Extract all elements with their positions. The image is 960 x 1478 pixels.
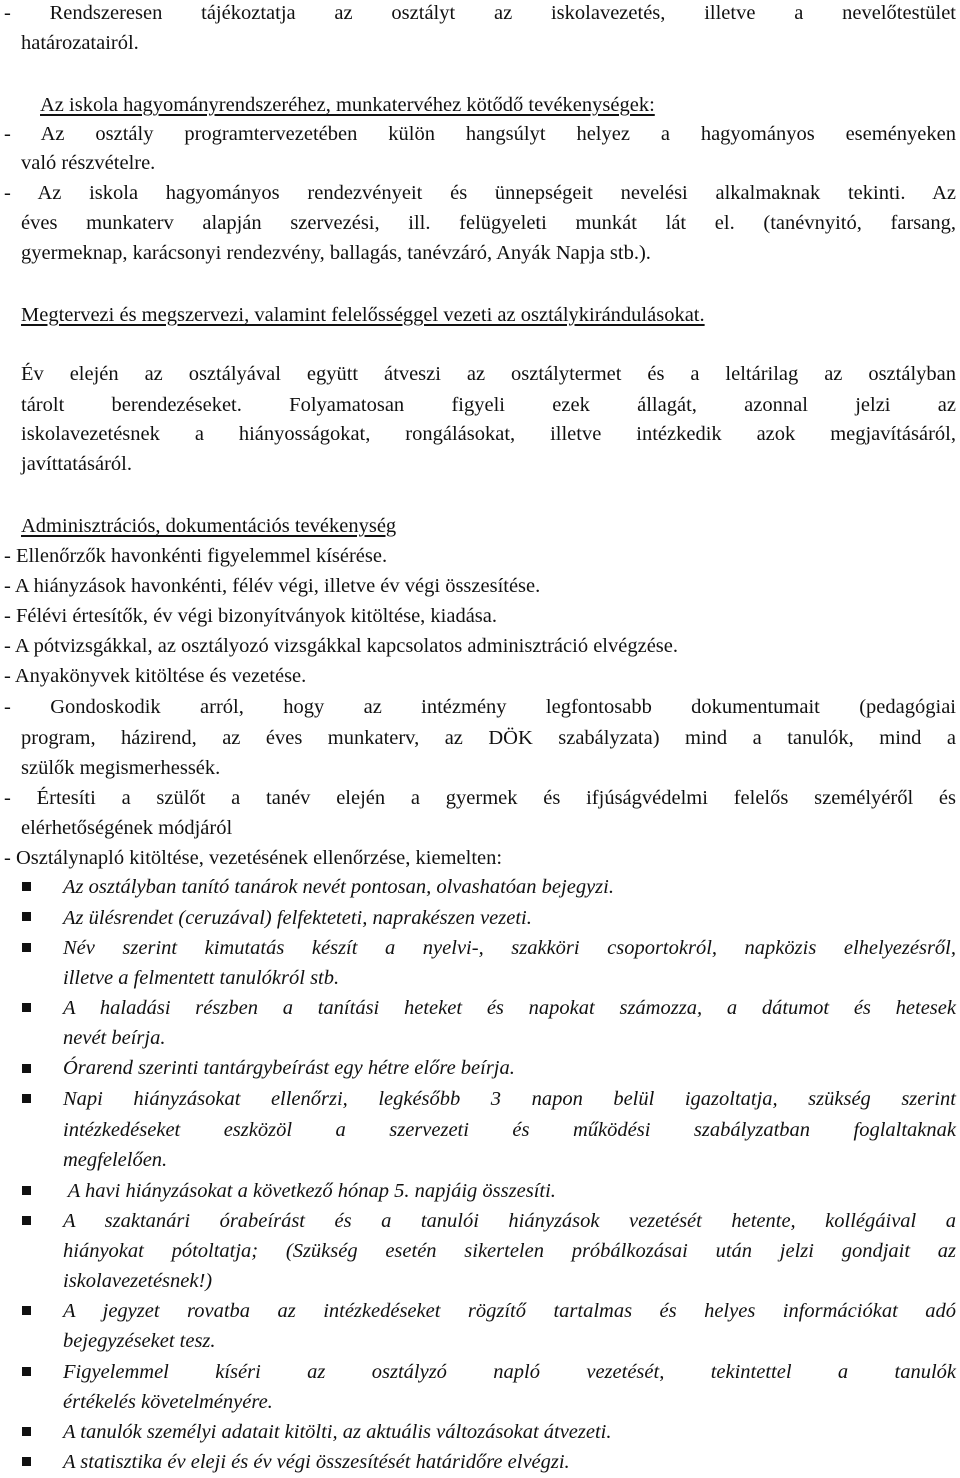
- text-line: - Az iskola hagyományos rendezvényeit és ünnepségeit nevelési alkalmaknak tekinti. Az: [4, 182, 956, 204]
- bullet-item-continuation: megfelelően.: [63, 1149, 168, 1171]
- square-bullet-icon: [22, 943, 31, 952]
- list-item: - A pótvizsgákkal, az osztályozó vizsgákkal kapcsolatos adminisztráció elvégzése.: [4, 635, 678, 657]
- list-item: - Osztálynapló kitöltése, vezetésének ellenőrzése, kiemelten:: [4, 847, 503, 869]
- list-item-continuation: program, házirend, az éves munkaterv, az DÖK szabályzata) mind a tanulók, mind a: [21, 727, 956, 749]
- bullet-item: A haladási részben a tanítási heteket és napokat számozza, a dátumot és hetesek: [63, 997, 956, 1019]
- text-line: határozatairól.: [21, 32, 139, 54]
- bullet-item-continuation: iskolavezetésnek!): [63, 1270, 213, 1292]
- bullet-item: A tanulók személyi adatait kitölti, az aktuális változásokat átvezeti.: [63, 1421, 612, 1443]
- list-item: - Gondoskodik arról, hogy az intézmény legfontosabb dokumentumait (pedagógiai: [4, 696, 956, 718]
- bullet-item: Figyelemmel kíséri az osztályzó napló vezetését, tekintettel a tanulók: [63, 1361, 956, 1383]
- paragraph-line: iskolavezetésnek a hiányosságokat, rongálásokat, illetve intézkedik azok megjavításáról,: [21, 423, 956, 445]
- bullet-item-continuation: intézkedéseket eszközöl a szervezeti és működési szabályzatban foglaltaknak: [63, 1119, 956, 1141]
- square-bullet-icon: [22, 1186, 31, 1195]
- paragraph-line: Év elején az osztályával együtt átveszi az osztálytermet és a leltárilag az osztályban: [21, 363, 956, 385]
- list-item-continuation: szülők megismerhessék.: [21, 757, 221, 779]
- square-bullet-icon: [22, 1094, 31, 1103]
- square-bullet-icon: [22, 1003, 31, 1012]
- bullet-item-continuation: bejegyzéseket tesz.: [63, 1330, 216, 1352]
- bullet-item-continuation: hiányokat pótoltatja; (Szükség esetén sikertelen próbálkozásai után jelzi gondjait az: [63, 1240, 956, 1262]
- square-bullet-icon: [22, 1457, 31, 1466]
- bullet-item: Név szerint kimutatás készít a nyelvi-, szakköri csoportokról, napközis elhelyezésről,: [63, 937, 956, 959]
- paragraph-line: tárolt berendezéseket. Folyamatosan figyeli ezek állagát, azonnal jelzi az: [21, 394, 956, 416]
- paragraph-line: javíttatásáról.: [21, 453, 132, 475]
- text-line: való részvételre.: [21, 152, 156, 174]
- bullet-item: A jegyzet rovatba az intézkedéseket rögzítő tartalmas és helyes információkat adó: [63, 1300, 956, 1322]
- list-item: - Anyakönyvek kitöltése és vezetése.: [4, 665, 307, 687]
- bullet-item-continuation: nevét beírja.: [63, 1027, 166, 1049]
- square-bullet-icon: [22, 1306, 31, 1315]
- text-line: - Az osztály programtervezetében külön hangsúlyt helyez a hagyományos eseményeken: [4, 123, 956, 145]
- bullet-item: Órarend szerinti tantárgybeírást egy hétre előre beírja.: [63, 1057, 515, 1079]
- square-bullet-icon: [22, 912, 31, 921]
- bullet-item: Az ülésrendet (ceruzával) felfekteteti, naprakészen vezeti.: [63, 907, 532, 929]
- bullet-item: Napi hiányzásokat ellenőrzi, legkésőbb 3 napon belül igazoltatja, szükség szerint: [63, 1088, 956, 1110]
- section-heading-traditions: Az iskola hagyományrendszeréhez, munkatervéhez kötődő tevékenységek:: [40, 94, 655, 116]
- bullet-item: A statisztika év eleji és év végi összesítését határidőre elvégzi.: [63, 1451, 570, 1473]
- bullet-item-continuation: illetve a felmentett tanulókról stb.: [63, 967, 340, 989]
- square-bullet-icon: [22, 1064, 31, 1073]
- section-heading-admin: Adminisztrációs, dokumentációs tevékenység: [21, 515, 397, 537]
- bullet-item: Az osztályban tanító tanárok nevét pontosan, olvashatóan bejegyzi.: [63, 876, 614, 898]
- list-item: - Értesíti a szülőt a tanév elején a gyermek és ifjúságvédelmi felelős személyéről és: [4, 787, 956, 809]
- text-line: éves munkaterv alapján szervezési, ill. felügyeleti munkát lát el. (tanévnyitó, farsang,: [21, 212, 956, 234]
- class-trips-line: Megtervezi és megszervezi, valamint felelősséggel vezeti az osztálykirándulásokat.: [21, 304, 705, 326]
- square-bullet-icon: [22, 882, 31, 891]
- list-item: - Félévi értesítők, év végi bizonyítványok kitöltése, kiadása.: [4, 605, 498, 627]
- list-item-continuation: elérhetőségének módjáról: [21, 817, 233, 839]
- bullet-item: A havi hiányzásokat a következő hónap 5. napjáig összesíti.: [63, 1180, 556, 1202]
- bullet-item: A szaktanári órabeírást és a tanulói hiányzások vezetését hetente, kollégáival a: [63, 1210, 956, 1232]
- square-bullet-icon: [22, 1367, 31, 1376]
- text-line: - Rendszeresen tájékoztatja az osztályt az iskolavezetés, illetve a nevelőtestület: [4, 2, 956, 24]
- square-bullet-icon: [22, 1427, 31, 1436]
- list-item: - Ellenőrzők havonkénti figyelemmel kísérése.: [4, 545, 388, 567]
- list-item: - A hiányzások havonkénti, félév végi, illetve év végi összesítése.: [4, 575, 541, 597]
- square-bullet-icon: [22, 1216, 31, 1225]
- bullet-item-continuation: értékelés követelményére.: [63, 1391, 273, 1413]
- text-line: gyermeknap, karácsonyi rendezvény, ballagás, tanévzáró, Anyák Napja stb.).: [21, 242, 651, 264]
